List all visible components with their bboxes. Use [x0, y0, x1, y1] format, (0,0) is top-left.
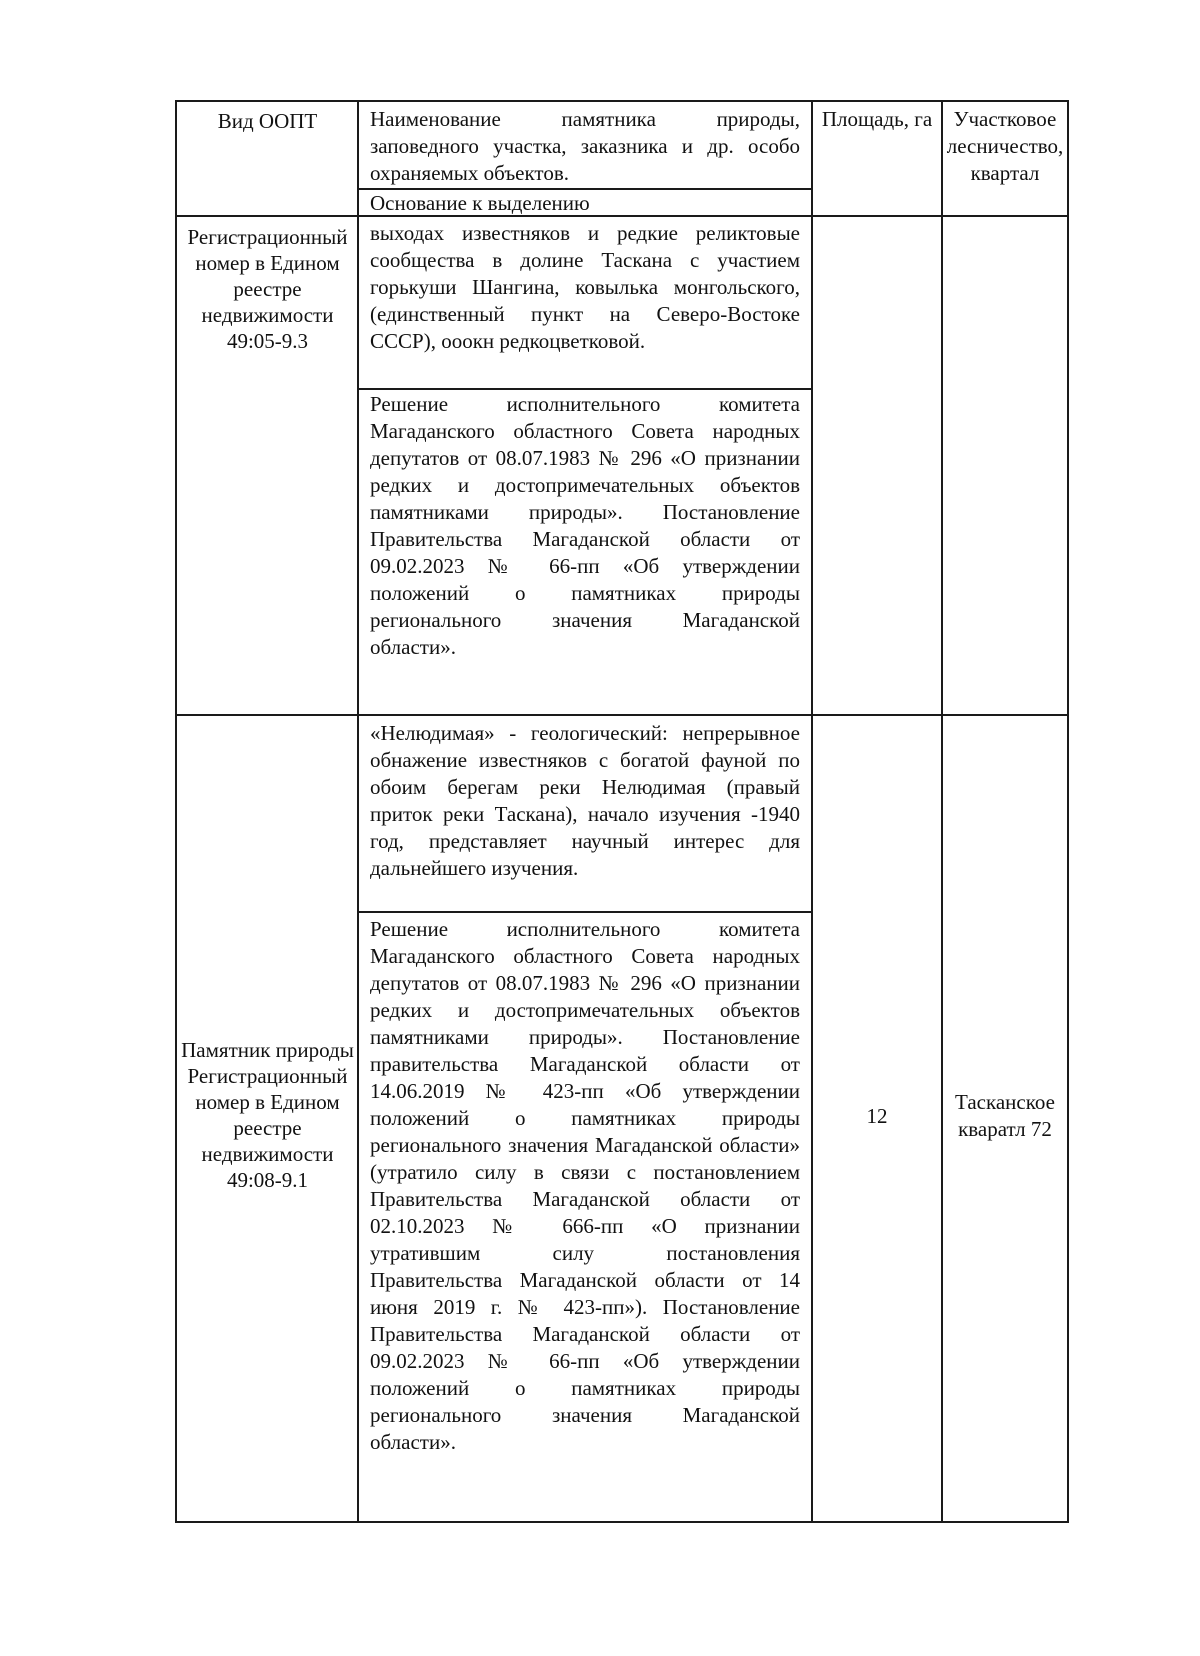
header-type: Вид ООПТ	[217, 109, 318, 133]
col-sep-1	[357, 100, 359, 1523]
row1-description: выходах известняков и редкие реликтовые сообщества в долине Таскана с участием горькуши Шангина, ковылька монгольского, (единственный пункт на Северо-Востоке СССР), ооокн редкоцветковой.	[370, 221, 800, 353]
header-forestry: Участковое лесничество, квартал	[946, 107, 1064, 185]
row1-type: Регистрационный номер в Едином реестре недвижимости 49:05-9.3	[187, 225, 348, 353]
col-sep-3	[941, 100, 943, 1523]
header-area: Площадь, га	[821, 107, 933, 131]
row1-basis: Решение исполнительного комитета Магаданского областного Совета народных депутатов от 08.07.1983 № 296 «О признании редких и достопримечательных объектов памятниками природы». Постановление Правительства Магаданской области от 09.02.2023 № 66-пп «Об утверждении положений о памятниках природы регионального значения Магаданской области».	[370, 392, 800, 659]
col-sep-2	[811, 100, 813, 1523]
frame-top	[175, 100, 1069, 102]
header-basis: Основание к выделению	[370, 191, 590, 215]
row2-basis: Решение исполнительного комитета Магаданского областного Совета народных депутатов от 08.07.1983 № 296 «О признании редких и достопримечательных объектов памятниками природы». Постановление правительства Магаданской области от 14.06.2019 № 423-пп «Об утверждении положений о памятниках природы регионального значения Магаданской области» (утратило силу в связи с постановлением Правительства Магаданской области от 02.10.2023 № 666-пп «О признании утратившим силу постановления Правительства Магаданской области от 14 июня 2019 г. № 423-пп»). Постановление Правительства Магаданской области от 09.02.2023 № 66-пп «Об утверждении положений о памятниках природы регионального значения Магаданской области».	[370, 917, 800, 1454]
frame-bottom	[175, 1521, 1069, 1523]
row2-forestry: Тасканское кваратл 72	[955, 1090, 1055, 1141]
header-name: Наименование памятника природы, заповедного участка, заказника и др. особо охраняемых объектов.	[370, 107, 800, 185]
row2-description: «Нелюдимая» - геологический: непрерывное обнажение известняков с богатой фауной по обоим берегам реки Нелюдимая (правый приток реки Таскана), начало изучения -1940 год, представляет научный интерес для дальнейшего изучения.	[370, 721, 800, 880]
row1-desc-basis-sep	[357, 388, 813, 390]
row2-desc-basis-sep	[357, 911, 813, 913]
frame-left	[175, 100, 177, 1523]
row2-type: Памятник природы Регистрационный номер в Едином реестре недвижимости 49:08-9.1	[181, 1038, 354, 1192]
row-separator	[175, 714, 1069, 716]
row2-area: 12	[866, 1104, 888, 1128]
frame-right	[1067, 100, 1069, 1523]
